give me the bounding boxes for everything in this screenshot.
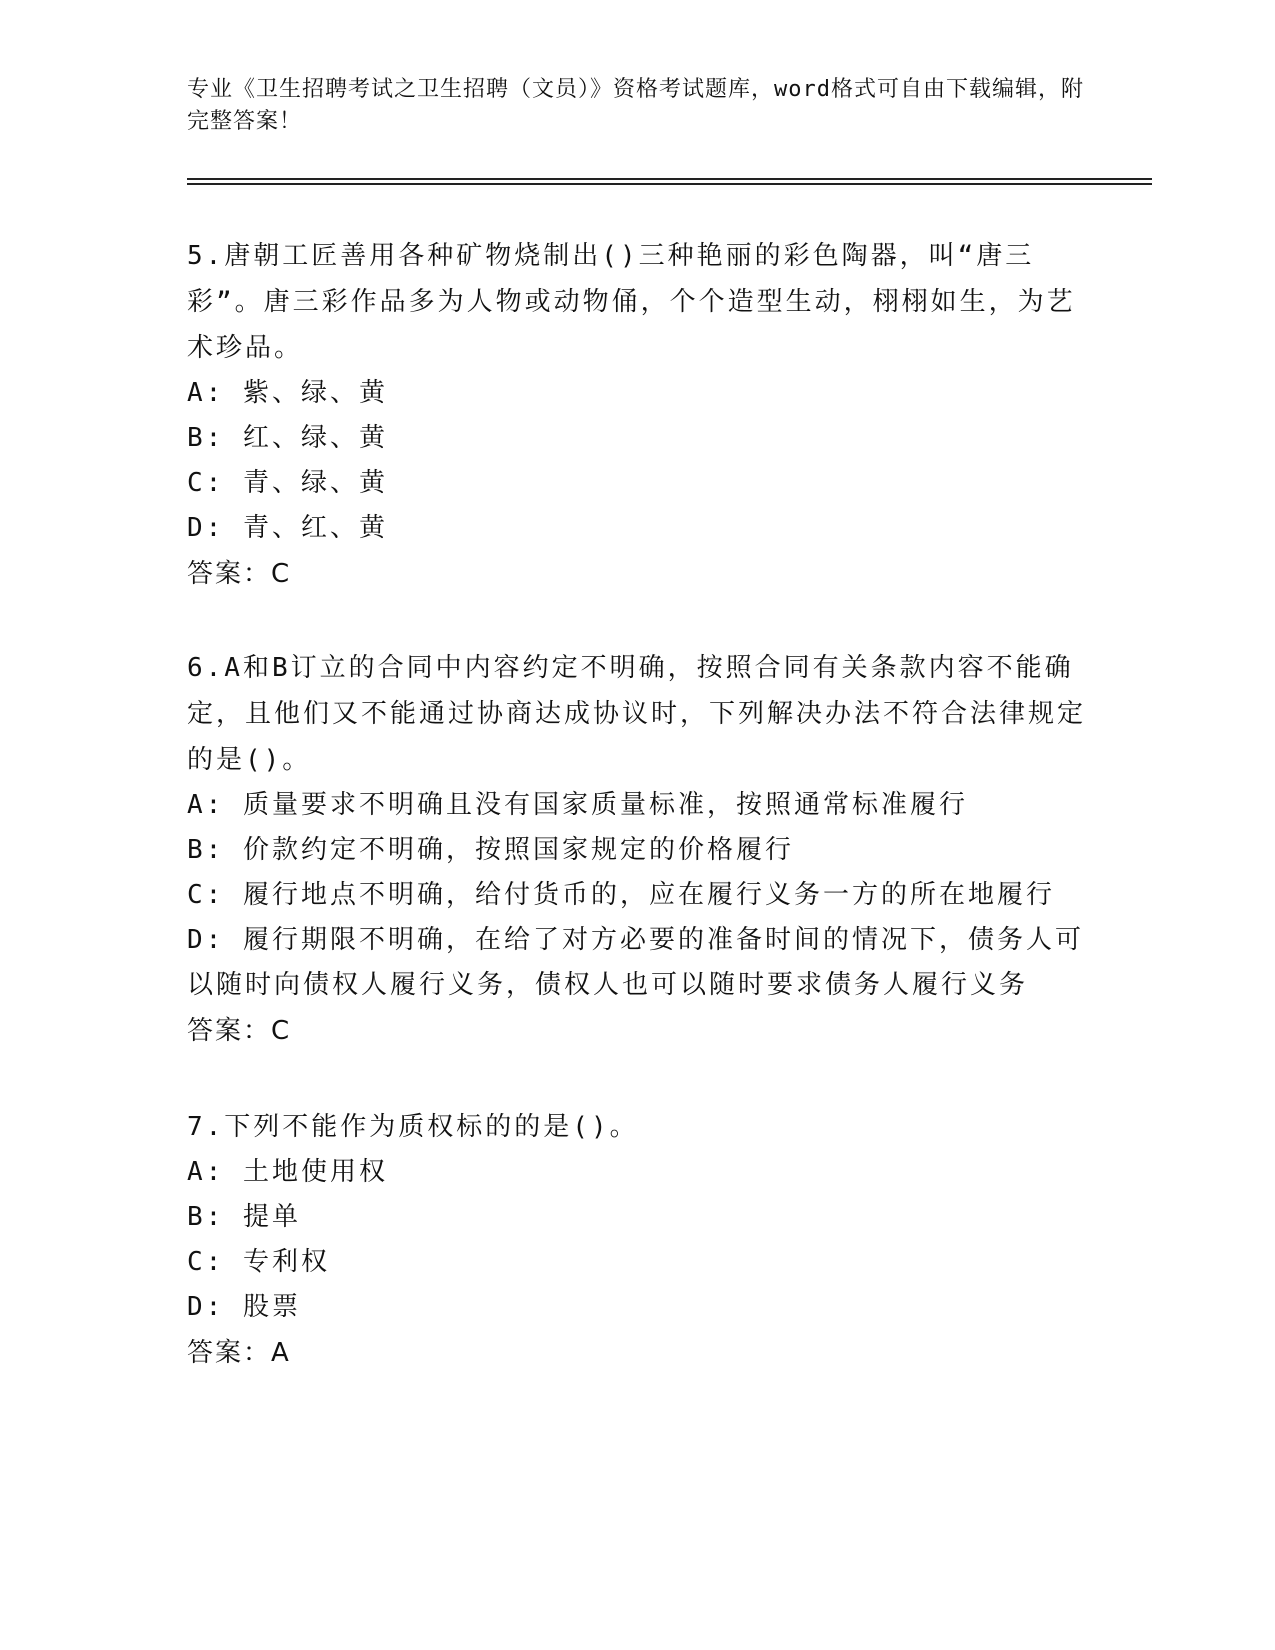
option-c: C: 履行地点不明确，给付货币的，应在履行义务一方的所在地履行	[187, 880, 1055, 910]
header-divider-top	[187, 178, 1152, 180]
option-b: B: 提单	[187, 1202, 301, 1232]
question-stem: 6.A和B订立的合同中内容约定不明确，按照合同有关条款内容不能确定，且他们又不能通过协商达成协议时，下列解决办法不符合法律规定的是()。	[187, 653, 1087, 775]
question-stem: 5.唐朝工匠善用各种矿物烧制出()三种艳丽的彩色陶器，叫“唐三彩”。唐三彩作品多为人物或动物俑，个个造型生动，栩栩如生，为艺术珍品。	[187, 241, 1076, 363]
option-d: D: 股票	[187, 1292, 301, 1322]
option-a: A: 土地使用权	[187, 1157, 388, 1187]
document-header: 专业《卫生招聘考试之卫生招聘（文员）》资格考试题库，word格式可自由下载编辑，附完整答案！	[187, 77, 1084, 134]
question-5	[187, 233, 1087, 597]
question-stem: 7.下列不能作为质权标的的是()。	[187, 1112, 639, 1142]
question-7	[187, 1104, 1087, 1376]
header-divider-bottom	[187, 183, 1152, 185]
option-a: A: 紫、绿、黄	[187, 378, 388, 408]
answer: 答案：C	[187, 1016, 292, 1046]
option-d: D: 履行期限不明确，在给了对方必要的准备时间的情况下，债务人可以随时向债权人履行义务，债权人也可以随时要求债务人履行义务	[187, 925, 1084, 1000]
option-b: B: 价款约定不明确，按照国家规定的价格履行	[187, 835, 794, 865]
answer: 答案：A	[187, 1338, 291, 1368]
option-c: C: 专利权	[187, 1247, 330, 1277]
answer: 答案：C	[187, 559, 292, 589]
question-6	[187, 645, 1087, 1054]
option-c: C: 青、绿、黄	[187, 468, 388, 498]
option-d: D: 青、红、黄	[187, 513, 388, 543]
option-a: A: 质量要求不明确且没有国家质量标准，按照通常标准履行	[187, 790, 968, 820]
option-b: B: 红、绿、黄	[187, 423, 388, 453]
